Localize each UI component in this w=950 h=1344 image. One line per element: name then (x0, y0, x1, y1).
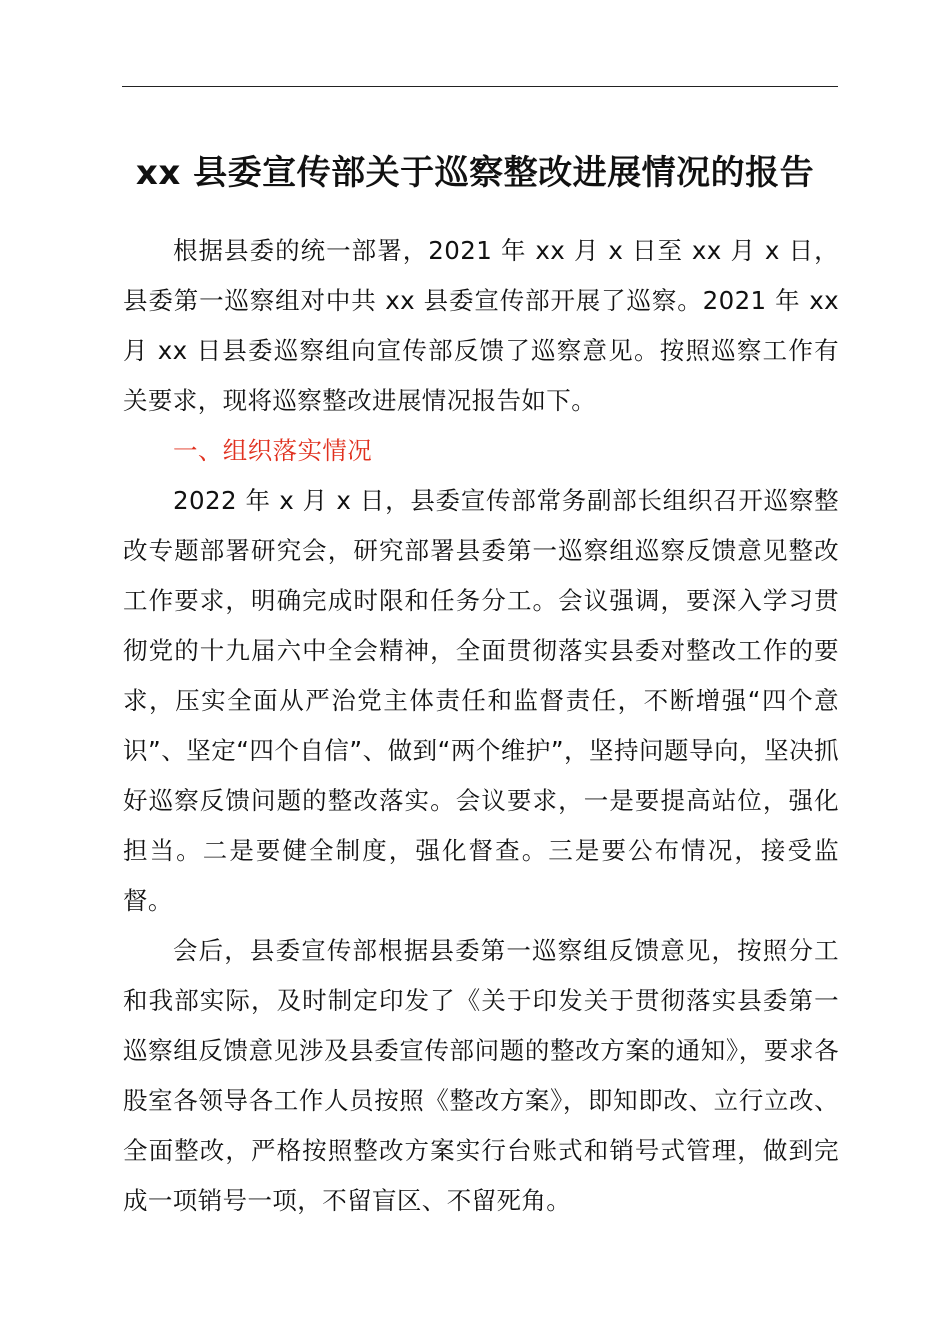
document-body (123, 226, 839, 1226)
section-paragraph-2: 会后，县委宣传部根据县委第一巡察组反馈意见，按照分工和我部实际，及时制定印发了《关于印发关于贯彻落实县委第一巡察组反馈意见涉及县委宣传部问题的整改方案的通知》，要求各股室各领导各工作人员按照《整改方案》，即知即改、立行立改、全面整改，严格按照整改方案实行台账式和销号式管理，做到完成一项销号一项，不留盲区、不留死角。 (123, 936, 839, 1215)
document-title: xx 县委宣传部关于巡察整改进展情况的报告 (135, 153, 815, 193)
section-heading: 一、组织落实情况 (173, 436, 373, 465)
intro-paragraph: 根据县委的统一部署，2021 年 xx 月 x 日至 xx 月 x 日，县委第一巡察组对中共 xx 县委宣传部开展了巡察。2021 年 xx 月 xx 日县委巡察组向宣传部反馈了巡察意见。按照巡察工作有关要求，现将巡察整改进展情况报告如下。 (123, 236, 839, 415)
header-rule (122, 86, 838, 87)
section-paragraph-1: 2022 年 x 月 x 日，县委宣传部常务副部长组织召开巡察整改专题部署研究会，研究部署县委第一巡察组巡察反馈意见整改工作要求，明确完成时限和任务分工。会议强调，要深入学习贯彻党的十九届六中全会精神，全面贯彻落实县委对整改工作的要求，压实全面从严治党主体责任和监督责任，不断增强“四个意识”、坚定“四个自信”、做到“两个维护”，坚持问题导向，坚决抓好巡察反馈问题的整改落实。会议要求，一是要提高站位，强化担当。二是要健全制度，强化督查。三是要公布情况，接受监督。 (123, 486, 839, 915)
